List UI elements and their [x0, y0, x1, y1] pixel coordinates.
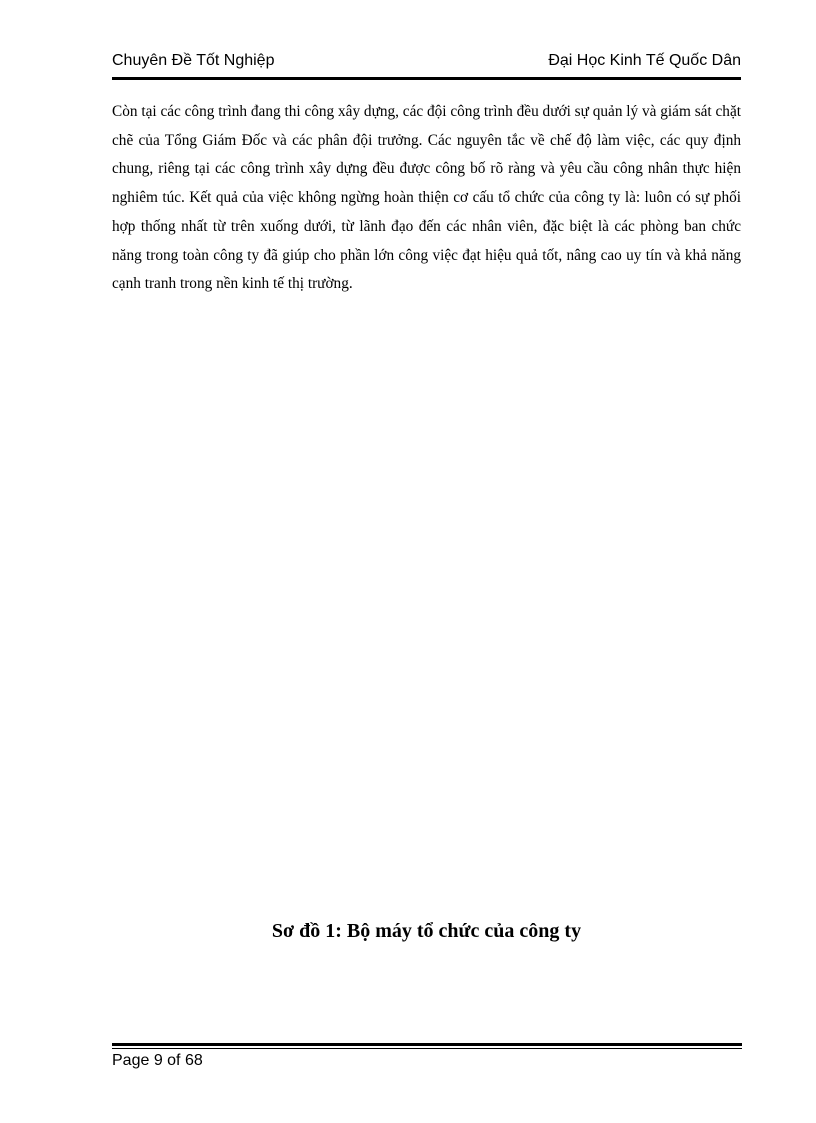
footer-rule-thick — [112, 1043, 742, 1046]
header-left-title: Chuyên Đề Tốt Nghiệp — [112, 52, 275, 69]
diagram-title: Sơ đồ 1: Bộ máy tổ chức của công ty — [271, 920, 582, 942]
footer-rule-thin — [112, 1048, 742, 1049]
page-header — [112, 52, 741, 74]
page-number: Page 9 of 68 — [112, 1052, 203, 1069]
header-right-title: Đại Học Kinh Tế Quốc Dân — [548, 52, 741, 69]
body-paragraph: Còn tại các công trình đang thi công xây dựng, các đội công trình đều dưới sự quản lý và giám sát chặt chẽ của Tổng Giám Đốc và các phân đội trưởng. Các nguyên tắc về chế độ làm việc, các quy định chung, riêng tại các công trình xây dựng đều được công bố rõ ràng và yêu cầu công nhân thực hiện nghiêm túc. Kết quả của việc không ngừng hoàn thiện cơ cấu tổ chức của công ty là: luôn có sự phối hợp thống nhất từ trên xuống dưới, từ lãnh đạo đến các nhân viên, đặc biệt là các phòng ban chức năng trong toàn công ty đã giúp cho phần lớn công việc đạt hiệu quả tốt, nâng cao uy tín và khả năng cạnh tranh trong nền kinh tế thị trường. — [112, 103, 741, 293]
header-rule — [112, 77, 741, 80]
page-footer — [112, 1052, 203, 1070]
